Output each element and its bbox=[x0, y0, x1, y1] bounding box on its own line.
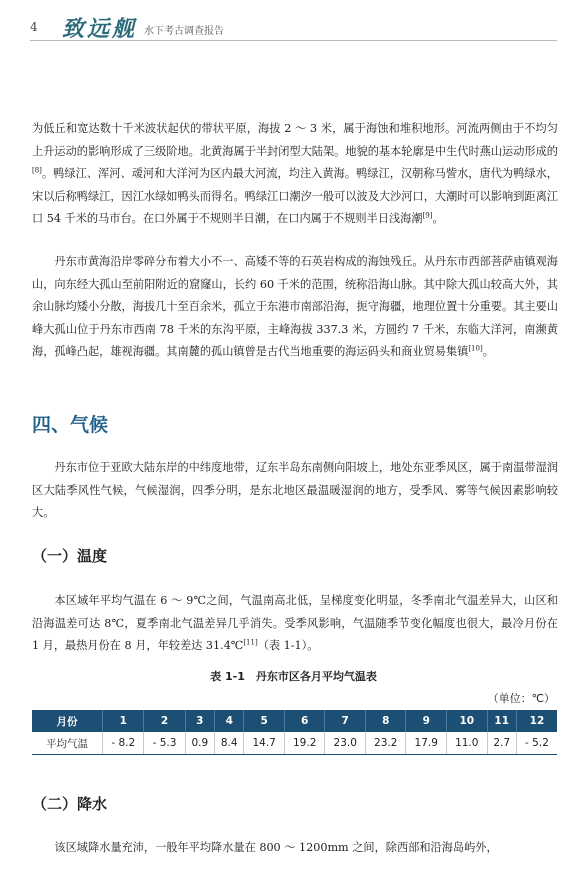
book-logo: 致远舰 bbox=[62, 16, 138, 42]
page-number: 4 bbox=[30, 20, 38, 34]
month-header-cell: 4 bbox=[215, 710, 244, 732]
subheading-temperature: （一）温度 bbox=[32, 547, 108, 565]
paragraph-hills: 丹东市黄海沿岸零碎分布着大小不一、高矮不等的石英岩构成的海蚀残丘。从丹东市西部菩萨庙镇观海山，向东经大孤山至前阳附近的窟窿山，长约 60 千米的范围，统称沿海山脉。其中除大孤山较高大外，其余山脉均矮小分散，海拔几十至百余米，孤立于东港市南部沿海，扼守海疆，地理位置十分重要。其主要山峰大孤山位于丹东市西南 78 千米的东沟平原，主峰海拔 337.3 米，方圆约 7 千米，东临大洋河，南濒黄海，孤峰凸起，雄视海疆。其南麓的孤山镇曾是古代当地重要的海运码头和商业贸易集镇[10]。 bbox=[32, 255, 558, 358]
page-header bbox=[0, 0, 587, 60]
monthly-temperature-table bbox=[32, 710, 557, 755]
temperature-cell: 2.7 bbox=[487, 732, 516, 755]
citation: [8] bbox=[32, 166, 42, 175]
subheading-precipitation: （二）降水 bbox=[32, 795, 108, 813]
section-heading-climate: 四、气候 bbox=[32, 414, 109, 436]
month-header-cell: 8 bbox=[365, 710, 406, 732]
book-subtitle: 水下考古调查报告 bbox=[144, 26, 224, 37]
temperature-cell: 17.9 bbox=[406, 732, 447, 755]
table-row-label: 平均气温 bbox=[32, 732, 103, 755]
temperature-cell: 14.7 bbox=[244, 732, 285, 755]
month-header-cell: 6 bbox=[284, 710, 325, 732]
temperature-cell: - 5.3 bbox=[144, 732, 185, 755]
month-header-cell: 12 bbox=[516, 710, 557, 732]
month-header-cell: 3 bbox=[185, 710, 214, 732]
month-header-cell: 10 bbox=[447, 710, 488, 732]
paragraph-temperature: 本区域年平均气温在 6 ～ 9℃之间，气温南高北低，呈梯度变化明显，冬季南北气温差异大，山区和沿海温差可达 8℃，夏季南北气温差异几乎消失。受季风影响，气温随季节变化幅度也很大，最冷月份在 1 月，最热月份在 8 月，年较差达 31.4℃[11]（表 1-1）。 bbox=[32, 594, 558, 652]
temperature-cell: 19.2 bbox=[284, 732, 325, 755]
citation: [10] bbox=[468, 344, 483, 353]
month-header-cell: 2 bbox=[144, 710, 185, 732]
temperature-cell: 11.0 bbox=[447, 732, 488, 755]
month-header-cell: 1 bbox=[103, 710, 144, 732]
temperature-cell: 8.4 bbox=[215, 732, 244, 755]
temperature-cell: - 5.2 bbox=[516, 732, 557, 755]
header-divider bbox=[30, 40, 557, 41]
temperature-cell: - 8.2 bbox=[103, 732, 144, 755]
month-header-cell: 7 bbox=[325, 710, 366, 732]
table-unit-note: （单位：℃） bbox=[487, 692, 555, 705]
table-row bbox=[32, 732, 557, 755]
month-header-cell: 5 bbox=[244, 710, 285, 732]
citation: [9] bbox=[422, 211, 433, 220]
temperature-cell: 23.2 bbox=[365, 732, 406, 755]
paragraph-climate: 丹东市位于亚欧大陆东岸的中纬度地带，辽东半岛东南侧向阳坡上，地处东亚季风区，属于南温带湿润区大陆季风性气候，气候湿润，四季分明，是东北地区最温暖湿润的地方，受季风、雾等气候因素影响较大。 bbox=[32, 461, 558, 519]
temperature-cell: 0.9 bbox=[185, 732, 214, 755]
table-header-label: 月份 bbox=[32, 710, 103, 732]
month-header-cell: 9 bbox=[406, 710, 447, 732]
temperature-cell: 23.0 bbox=[325, 732, 366, 755]
paragraph-precipitation: 该区域降水量充沛，一般年平均降水量在 800 ～ 1200mm 之间，除西部和沿海岛屿外， bbox=[54, 841, 498, 854]
citation: [11] bbox=[243, 638, 258, 647]
month-header-cell: 11 bbox=[487, 710, 516, 732]
paragraph-landform: 为低丘和宽达数十千米波状起伏的带状平原，海拔 2 ～ 3 米，属于海蚀和堆积地形。河流两侧由于不均匀上升运动的影响形成了三级阶地。北黄海属于半封闭型大陆架。地貌的基本轮廓是中生代时燕山运动形成的[8]。鸭绿江、浑河、叆河和大洋河为区内最大河流，均注入黄海。鸭绿江，汉朝称马訾水，唐代为鸭绿水，宋以后称鸭绿江，因江水绿如鸭头而得名。鸭绿江口潮汐一般可以波及大沙河口，大潮时可以影响到距离江口 54 千米的马市台。在口外属于不规则半日潮，在口内属于不规则半日浅海潮[9]。 bbox=[32, 122, 558, 225]
table-header-row bbox=[32, 710, 557, 732]
table-caption: 表 1-1 丹东市区各月平均气温表 bbox=[210, 670, 377, 683]
